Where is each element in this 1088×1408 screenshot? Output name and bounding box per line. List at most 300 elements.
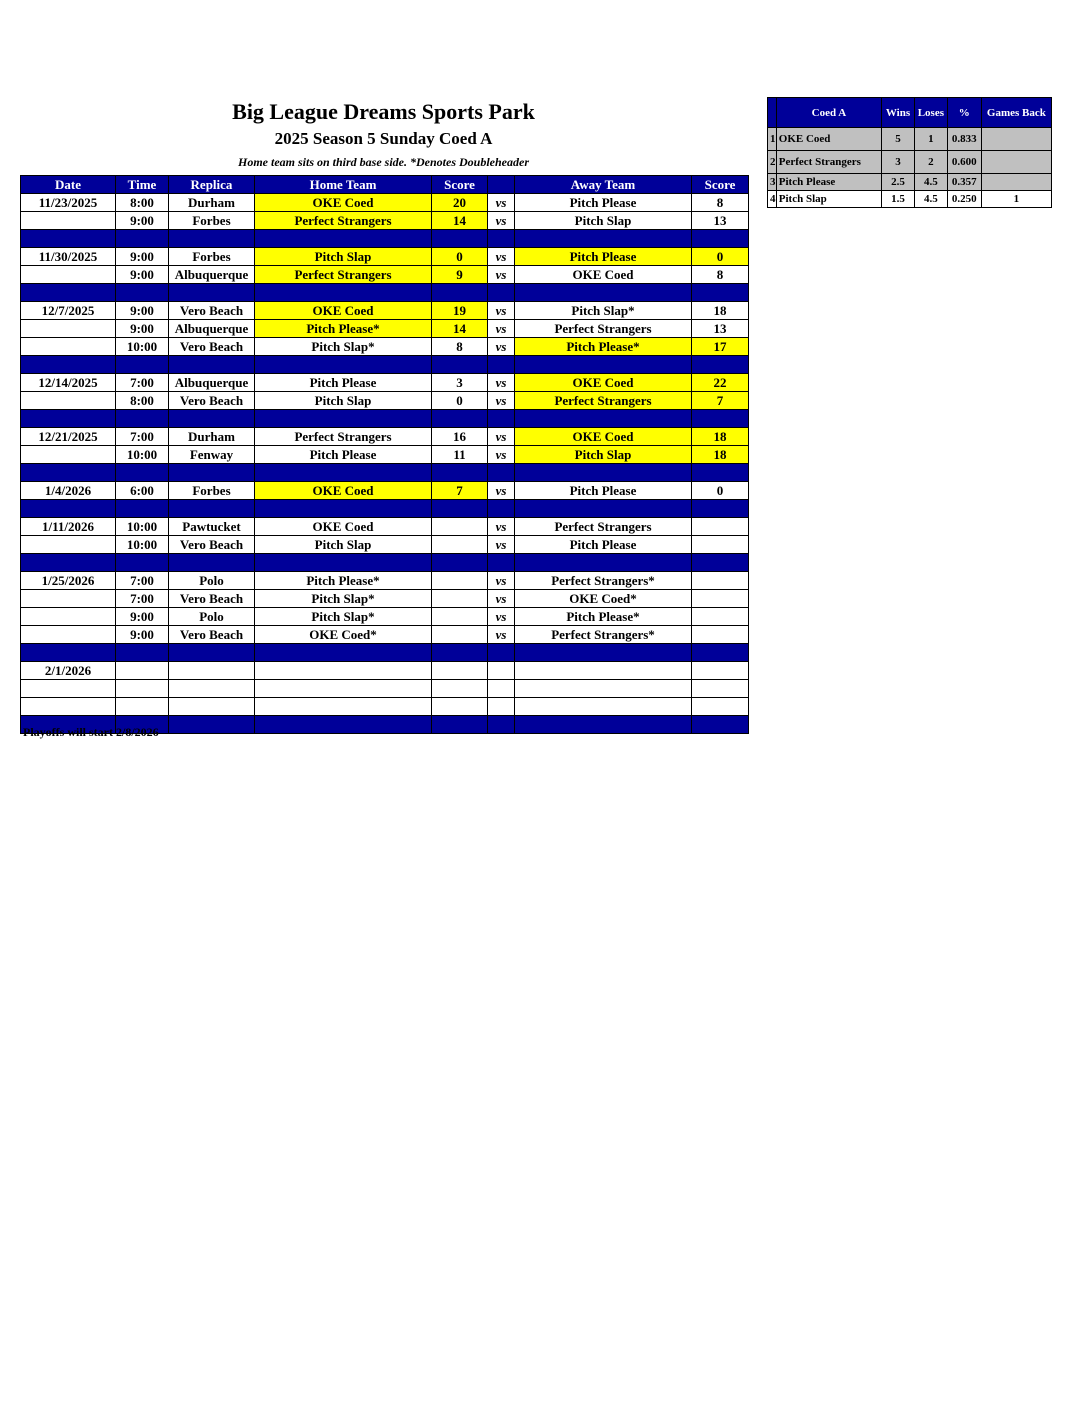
field-cell: Forbes [169, 482, 255, 500]
separator-cell [488, 230, 515, 248]
pct-cell: 0.250 [947, 191, 981, 208]
away-score-cell: 8 [692, 266, 749, 284]
game-row [21, 320, 749, 338]
separator-cell [488, 500, 515, 518]
home-score-cell [432, 518, 488, 536]
rank-cell: 3 [768, 174, 777, 191]
time-cell: 10:00 [116, 338, 169, 356]
away-team-cell: Perfect Strangers [515, 320, 692, 338]
date-cell [21, 590, 116, 608]
separator-cell [169, 356, 255, 374]
field-cell: Fenway [169, 446, 255, 464]
separator-cell [432, 410, 488, 428]
away-team-cell: OKE Coed [515, 374, 692, 392]
game-row [21, 680, 749, 698]
vs-cell: vs [488, 590, 515, 608]
date-cell [21, 626, 116, 644]
game-row [21, 266, 749, 284]
home-score-cell: 20 [432, 194, 488, 212]
separator-cell [488, 644, 515, 662]
time-cell: 10:00 [116, 518, 169, 536]
separator-cell [116, 464, 169, 482]
away-score-cell: 0 [692, 482, 749, 500]
time-cell: 7:00 [116, 374, 169, 392]
field-cell: Vero Beach [169, 302, 255, 320]
field-cell: Vero Beach [169, 626, 255, 644]
separator-row [21, 500, 749, 518]
game-row [21, 248, 749, 266]
time-cell [116, 662, 169, 680]
away-team-cell: OKE Coed [515, 266, 692, 284]
away-team-cell: Perfect Strangers [515, 392, 692, 410]
separator-cell [432, 716, 488, 734]
date-cell: 1/25/2026 [21, 572, 116, 590]
separator-cell [515, 410, 692, 428]
date-cell: 12/14/2025 [21, 374, 116, 392]
game-row [21, 446, 749, 464]
separator-cell [432, 284, 488, 302]
separator-cell [169, 716, 255, 734]
away-score-cell: 13 [692, 212, 749, 230]
separator-cell [432, 500, 488, 518]
field-cell: Albuquerque [169, 374, 255, 392]
away-team-cell [515, 662, 692, 680]
away-team-cell: Pitch Please* [515, 338, 692, 356]
game-row [21, 338, 749, 356]
away-team-cell: Pitch Please* [515, 608, 692, 626]
date-cell [21, 536, 116, 554]
field-cell: Vero Beach [169, 536, 255, 554]
separator-cell [515, 644, 692, 662]
away-team-cell: Pitch Slap* [515, 302, 692, 320]
separator-cell [692, 554, 749, 572]
home-team-cell: Pitch Please* [255, 572, 432, 590]
field-cell: Pawtucket [169, 518, 255, 536]
standings-row [768, 151, 1052, 174]
separator-cell [116, 644, 169, 662]
standings-row [768, 174, 1052, 191]
separator-cell [169, 410, 255, 428]
wins-cell: 1.5 [882, 191, 915, 208]
date-cell [21, 446, 116, 464]
separator-cell [692, 500, 749, 518]
field-cell: Vero Beach [169, 338, 255, 356]
date-cell [21, 320, 116, 338]
vs-cell [488, 680, 515, 698]
vs-cell: vs [488, 626, 515, 644]
time-cell: 10:00 [116, 536, 169, 554]
separator-cell [432, 230, 488, 248]
game-row [21, 536, 749, 554]
field-cell: Forbes [169, 248, 255, 266]
home-score-cell: 9 [432, 266, 488, 284]
time-cell: 9:00 [116, 626, 169, 644]
wins-cell: 2.5 [882, 174, 915, 191]
separator-cell [169, 284, 255, 302]
pct-cell: 0.600 [947, 151, 981, 174]
away-score-cell [692, 572, 749, 590]
away-team-cell: Perfect Strangers [515, 518, 692, 536]
separator-cell [488, 284, 515, 302]
home-team-cell: Pitch Please* [255, 320, 432, 338]
away-score-cell [692, 590, 749, 608]
vs-cell [488, 662, 515, 680]
separator-cell [21, 464, 116, 482]
time-cell: 9:00 [116, 248, 169, 266]
separator-cell [692, 464, 749, 482]
separator-cell [169, 554, 255, 572]
separator-cell [515, 356, 692, 374]
games-back-cell: 1 [981, 191, 1051, 208]
vs-cell: vs [488, 212, 515, 230]
separator-cell [432, 464, 488, 482]
vs-cell: vs [488, 518, 515, 536]
separator-cell [488, 716, 515, 734]
separator-row [21, 356, 749, 374]
away-team-cell: OKE Coed [515, 428, 692, 446]
field-cell: Vero Beach [169, 392, 255, 410]
game-row [21, 374, 749, 392]
away-score-cell [692, 698, 749, 716]
separator-cell [432, 554, 488, 572]
home-score-cell: 19 [432, 302, 488, 320]
schedule-table [20, 175, 749, 734]
time-cell: 10:00 [116, 446, 169, 464]
separator-cell [432, 644, 488, 662]
away-team-cell [515, 698, 692, 716]
home-team-cell: Pitch Please [255, 374, 432, 392]
field-cell: Albuquerque [169, 266, 255, 284]
team-cell: OKE Coed [776, 128, 881, 151]
date-cell [21, 212, 116, 230]
page-title: Big League Dreams Sports Park [232, 99, 535, 124]
game-row [21, 608, 749, 626]
time-cell: 7:00 [116, 590, 169, 608]
home-score-cell [432, 536, 488, 554]
col-header-away-team: Away Team [515, 176, 692, 194]
separator-cell [116, 284, 169, 302]
time-cell: 6:00 [116, 482, 169, 500]
standings-header-pct: % [947, 98, 981, 128]
home-team-cell: Perfect Strangers [255, 428, 432, 446]
separator-cell [255, 410, 432, 428]
separator-cell [692, 356, 749, 374]
standings-header-wins: Wins [882, 98, 915, 128]
vs-cell: vs [488, 482, 515, 500]
home-team-cell: Perfect Strangers [255, 212, 432, 230]
separator-cell [255, 554, 432, 572]
rank-cell: 2 [768, 151, 777, 174]
field-cell [169, 662, 255, 680]
home-score-cell: 0 [432, 392, 488, 410]
separator-cell [515, 464, 692, 482]
team-cell: Pitch Please [776, 174, 881, 191]
field-cell: Polo [169, 608, 255, 626]
away-team-cell: Pitch Please [515, 482, 692, 500]
vs-cell: vs [488, 392, 515, 410]
page-subtitle: 2025 Season 5 Sunday Coed A [274, 129, 493, 148]
time-cell: 8:00 [116, 194, 169, 212]
separator-cell [21, 500, 116, 518]
game-row [21, 392, 749, 410]
loses-cell: 2 [914, 151, 947, 174]
home-score-cell: 7 [432, 482, 488, 500]
home-score-cell: 14 [432, 320, 488, 338]
away-team-cell: Perfect Strangers* [515, 572, 692, 590]
separator-cell [21, 284, 116, 302]
field-cell: Polo [169, 572, 255, 590]
separator-cell [169, 500, 255, 518]
separator-cell [488, 356, 515, 374]
col-header-away-score: Score [692, 176, 749, 194]
separator-row [21, 554, 749, 572]
home-team-cell: Pitch Please [255, 446, 432, 464]
game-row [21, 590, 749, 608]
home-team-cell [255, 680, 432, 698]
separator-cell [432, 356, 488, 374]
vs-cell: vs [488, 446, 515, 464]
field-cell: Albuquerque [169, 320, 255, 338]
games-back-cell [981, 128, 1051, 151]
standings-header-loses: Loses [914, 98, 947, 128]
home-score-cell [432, 662, 488, 680]
time-cell: 9:00 [116, 302, 169, 320]
separator-cell [255, 230, 432, 248]
separator-cell [692, 716, 749, 734]
vs-cell: vs [488, 194, 515, 212]
vs-cell: vs [488, 248, 515, 266]
game-row [21, 194, 749, 212]
game-row [21, 572, 749, 590]
loses-cell: 4.5 [914, 191, 947, 208]
separator-cell [515, 554, 692, 572]
time-cell: 8:00 [116, 392, 169, 410]
game-row [21, 302, 749, 320]
separator-row [21, 284, 749, 302]
home-score-cell [432, 680, 488, 698]
home-score-cell [432, 590, 488, 608]
separator-row [21, 644, 749, 662]
separator-cell [515, 284, 692, 302]
wins-cell: 5 [882, 128, 915, 151]
vs-cell: vs [488, 338, 515, 356]
separator-cell [21, 410, 116, 428]
separator-cell [21, 230, 116, 248]
home-team-cell: Perfect Strangers [255, 266, 432, 284]
home-score-cell: 8 [432, 338, 488, 356]
field-cell [169, 698, 255, 716]
playoffs-note: Playoffs will start 2/8/2026 [23, 725, 159, 739]
time-cell: 7:00 [116, 428, 169, 446]
home-team-cell [255, 662, 432, 680]
home-team-cell: Pitch Slap [255, 536, 432, 554]
standings-header-row [768, 98, 1052, 128]
separator-cell [515, 500, 692, 518]
date-cell [21, 608, 116, 626]
home-team-cell: Pitch Slap* [255, 338, 432, 356]
games-back-cell [981, 151, 1051, 174]
vs-cell [488, 698, 515, 716]
game-row [21, 482, 749, 500]
vs-cell: vs [488, 536, 515, 554]
time-cell: 7:00 [116, 572, 169, 590]
away-team-cell: Pitch Please [515, 194, 692, 212]
team-cell: Perfect Strangers [776, 151, 881, 174]
time-cell [116, 698, 169, 716]
games-back-cell [981, 174, 1051, 191]
game-row [21, 212, 749, 230]
away-score-cell [692, 680, 749, 698]
vs-cell: vs [488, 302, 515, 320]
home-team-cell: OKE Coed [255, 482, 432, 500]
col-header-vs [488, 176, 515, 194]
away-score-cell: 13 [692, 320, 749, 338]
standings-row [768, 191, 1052, 208]
separator-cell [692, 644, 749, 662]
game-row [21, 698, 749, 716]
home-team-cell: Pitch Slap [255, 248, 432, 266]
time-cell: 9:00 [116, 320, 169, 338]
separator-cell [488, 410, 515, 428]
date-cell: 11/30/2025 [21, 248, 116, 266]
away-score-cell [692, 518, 749, 536]
date-cell: 1/11/2026 [21, 518, 116, 536]
away-team-cell: Pitch Please [515, 248, 692, 266]
field-cell [169, 680, 255, 698]
separator-cell [116, 356, 169, 374]
separator-cell [488, 464, 515, 482]
date-cell [21, 680, 116, 698]
loses-cell: 4.5 [914, 174, 947, 191]
home-team-cell: OKE Coed* [255, 626, 432, 644]
date-cell [21, 338, 116, 356]
separator-cell [116, 554, 169, 572]
game-row [21, 662, 749, 680]
wins-cell: 3 [882, 151, 915, 174]
home-score-cell: 0 [432, 248, 488, 266]
separator-cell [169, 464, 255, 482]
home-team-cell: Pitch Slap* [255, 608, 432, 626]
game-row [21, 428, 749, 446]
away-score-cell [692, 608, 749, 626]
separator-cell [116, 500, 169, 518]
date-cell: 2/1/2026 [21, 662, 116, 680]
away-team-cell: OKE Coed* [515, 590, 692, 608]
away-score-cell: 7 [692, 392, 749, 410]
field-cell: Forbes [169, 212, 255, 230]
time-cell: 9:00 [116, 212, 169, 230]
home-team-cell: Pitch Slap* [255, 590, 432, 608]
home-score-cell [432, 608, 488, 626]
date-cell [21, 392, 116, 410]
home-score-cell: 11 [432, 446, 488, 464]
separator-cell [21, 356, 116, 374]
vs-cell: vs [488, 374, 515, 392]
pct-cell: 0.833 [947, 128, 981, 151]
home-score-cell: 3 [432, 374, 488, 392]
away-team-cell: Pitch Please [515, 536, 692, 554]
pct-cell: 0.357 [947, 174, 981, 191]
away-score-cell: 8 [692, 194, 749, 212]
separator-row [21, 230, 749, 248]
home-score-cell [432, 698, 488, 716]
separator-cell [255, 356, 432, 374]
field-cell: Durham [169, 194, 255, 212]
field-cell: Durham [169, 428, 255, 446]
separator-row [21, 410, 749, 428]
separator-cell [21, 554, 116, 572]
separator-cell [255, 464, 432, 482]
home-team-cell: OKE Coed [255, 194, 432, 212]
home-score-cell: 14 [432, 212, 488, 230]
date-cell: 12/21/2025 [21, 428, 116, 446]
date-cell [21, 266, 116, 284]
rank-cell: 4 [768, 191, 777, 208]
separator-cell [488, 554, 515, 572]
standings-header-games-back: Games Back [981, 98, 1051, 128]
separator-cell [515, 716, 692, 734]
home-score-cell [432, 626, 488, 644]
standings-header-rank [768, 98, 777, 128]
vs-cell: vs [488, 266, 515, 284]
away-score-cell: 18 [692, 428, 749, 446]
away-score-cell: 22 [692, 374, 749, 392]
away-team-cell [515, 680, 692, 698]
away-team-cell: Pitch Slap [515, 446, 692, 464]
away-team-cell: Pitch Slap [515, 212, 692, 230]
separator-cell [692, 230, 749, 248]
col-header-home-team: Home Team [255, 176, 432, 194]
game-row [21, 626, 749, 644]
col-header-replica: Replica [169, 176, 255, 194]
schedule-header-row [21, 176, 749, 194]
standings-header-division: Coed A [776, 98, 881, 128]
col-header-home-score: Score [432, 176, 488, 194]
away-score-cell: 18 [692, 446, 749, 464]
time-cell: 9:00 [116, 608, 169, 626]
separator-cell [116, 230, 169, 248]
col-header-date: Date [21, 176, 116, 194]
away-score-cell [692, 536, 749, 554]
separator-cell [515, 230, 692, 248]
away-score-cell: 17 [692, 338, 749, 356]
vs-cell: vs [488, 428, 515, 446]
loses-cell: 1 [914, 128, 947, 151]
standings-table [767, 97, 1052, 208]
date-cell [21, 698, 116, 716]
time-cell [116, 680, 169, 698]
separator-row [21, 464, 749, 482]
col-header-time: Time [116, 176, 169, 194]
separator-cell [692, 284, 749, 302]
separator-cell [255, 284, 432, 302]
home-team-cell [255, 698, 432, 716]
date-cell: 11/23/2025 [21, 194, 116, 212]
away-team-cell: Perfect Strangers* [515, 626, 692, 644]
home-score-cell: 16 [432, 428, 488, 446]
home-team-cell: OKE Coed [255, 302, 432, 320]
team-cell: Pitch Slap [776, 191, 881, 208]
away-score-cell [692, 662, 749, 680]
time-cell: 9:00 [116, 266, 169, 284]
away-score-cell: 18 [692, 302, 749, 320]
home-team-cell: OKE Coed [255, 518, 432, 536]
standings-row [768, 128, 1052, 151]
game-row [21, 518, 749, 536]
separator-cell [116, 410, 169, 428]
away-score-cell [692, 626, 749, 644]
separator-cell [255, 500, 432, 518]
